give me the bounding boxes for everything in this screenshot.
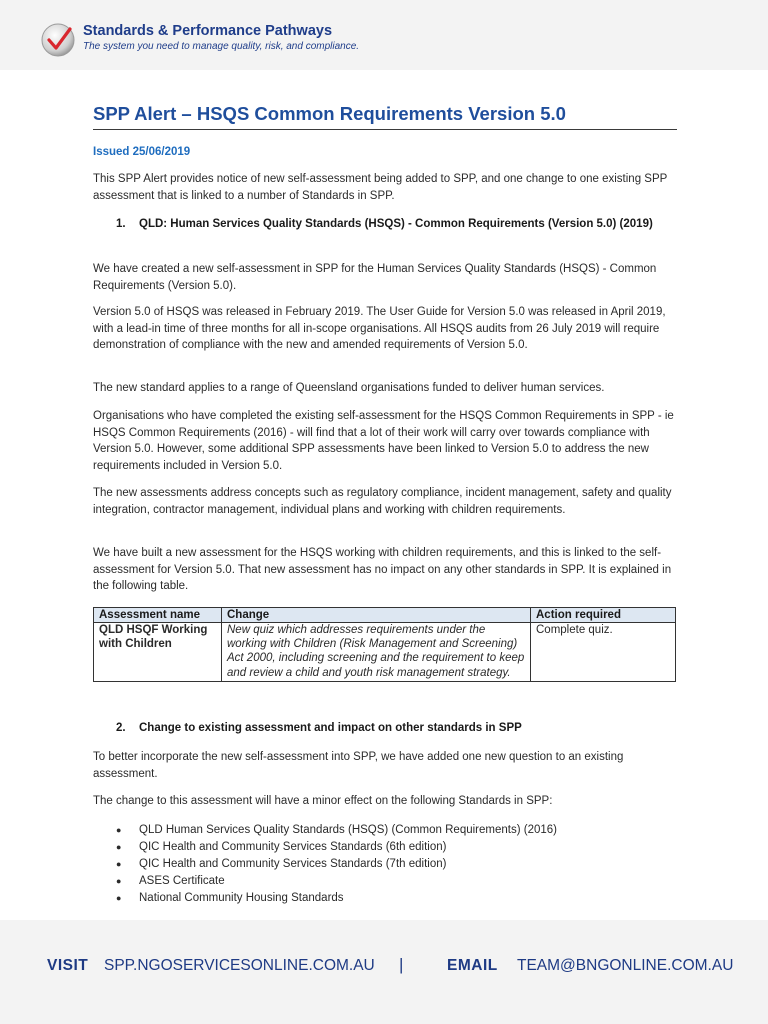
table-row (94, 623, 676, 682)
footer-separator: | (399, 955, 404, 974)
brand-name: Standards & Performance Pathways (83, 23, 333, 39)
assessment-name-cell: QLD HSQF Working with Children (94, 623, 222, 682)
standards-list (93, 822, 557, 907)
section-heading-text: Change to existing assessment and impact on other standards in SPP (139, 722, 522, 734)
website-link[interactable]: SPP.NGOSERVICESONLINE.COM.AU (104, 957, 375, 974)
issued-date: Issued 25/06/2019 (93, 146, 191, 158)
intro-paragraph: This SPP Alert provides notice of new self-assessment being added to SPP, and one change to one existing SPP assessment that is linked to a number of Standards in SPP. (93, 173, 668, 202)
paragraph: Version 5.0 of HSQS was released in February 2019. The User Guide for Version 5.0 was released in April 2019, with a lead-in time of three months for all in-scope organisations. All HSQS audits from 26 July 2019 will require demonstration of compliance with the new and amended requirements of Version 5.0. (93, 306, 666, 351)
section-2-heading (116, 720, 656, 737)
brand-tagline: The system you need to manage quality, risk, and compliance. (83, 41, 360, 52)
paragraph: The change to this assessment will have a minor effect on the following Standards in SPP: (93, 795, 553, 807)
page-header (0, 0, 768, 70)
title-divider (93, 129, 677, 130)
section-1-heading (116, 216, 656, 233)
list-item: ● ASES Certificate (93, 873, 557, 890)
page-title: SPP Alert – HSQS Common Requirements Version 5.0 (93, 103, 566, 124)
column-header: Action required (531, 608, 676, 623)
paragraph: The new assessments address concepts such as regulatory compliance, incident management, safety and quality integration, contractor management, individual plans and working with children requirements. (93, 487, 672, 516)
bullet-icon: ● (116, 893, 122, 903)
paragraph: We have created a new self-assessment in SPP for the Human Services Quality Standards (HSQS) - Common Requirements (Version 5.0). (93, 263, 657, 292)
email-label: EMAIL (447, 957, 498, 974)
column-header: Assessment name (94, 608, 222, 623)
section-number: 1. (116, 218, 126, 230)
bullet-icon: ● (116, 825, 122, 835)
list-item: ● QIC Health and Community Services Standards (7th edition) (93, 856, 557, 873)
assessment-table (93, 607, 676, 682)
action-required-cell: Complete quiz. (531, 623, 676, 682)
section-number: 2. (116, 722, 126, 734)
paragraph: Organisations who have completed the existing self-assessment for the HSQS Common Requirements in SPP - ie HSQS Common Requirements (2016) - will find that a lot of their work will carry over towards compliance with Version 5.0. However, some additional SPP assessments have been linked to Version 5.0 to address the new requirements included in Version 5.0. (93, 410, 674, 472)
table-header-row (94, 608, 676, 623)
paragraph: We have built a new assessment for the HSQS working with children requirements, and this is linked to the self-assessment for Version 5.0. That new assessment has no impact on any other standards in SPP. It is explained in the following table. (93, 547, 672, 592)
checkmark-globe-icon (41, 23, 75, 57)
section-heading-text: QLD: Human Services Quality Standards (HSQS) - Common Requirements (Version 5.0) (2019) (139, 218, 653, 230)
email-link[interactable]: TEAM@BNGONLINE.COM.AU (517, 957, 734, 974)
change-cell: New quiz which addresses requirements under the working with Children (Risk Management and Screening) Act 2000, including screening and the requirement to keep and review a child and youth risk management strategy. (222, 623, 531, 682)
visit-label: VISIT (47, 957, 89, 974)
paragraph: The new standard applies to a range of Queensland organisations funded to deliver human services. (93, 382, 605, 394)
column-header: Change (222, 608, 531, 623)
bullet-icon: ● (116, 842, 122, 852)
list-item: ● QIC Health and Community Services Standards (6th edition) (93, 839, 557, 856)
paragraph: To better incorporate the new self-assessment into SPP, we have added one new question to an existing assessment. (93, 751, 624, 780)
list-item: ● QLD Human Services Quality Standards (HSQS) (Common Requirements) (2016) (93, 822, 557, 839)
bullet-icon: ● (116, 876, 122, 886)
list-item: ● National Community Housing Standards (93, 890, 557, 907)
bullet-icon: ● (116, 859, 122, 869)
